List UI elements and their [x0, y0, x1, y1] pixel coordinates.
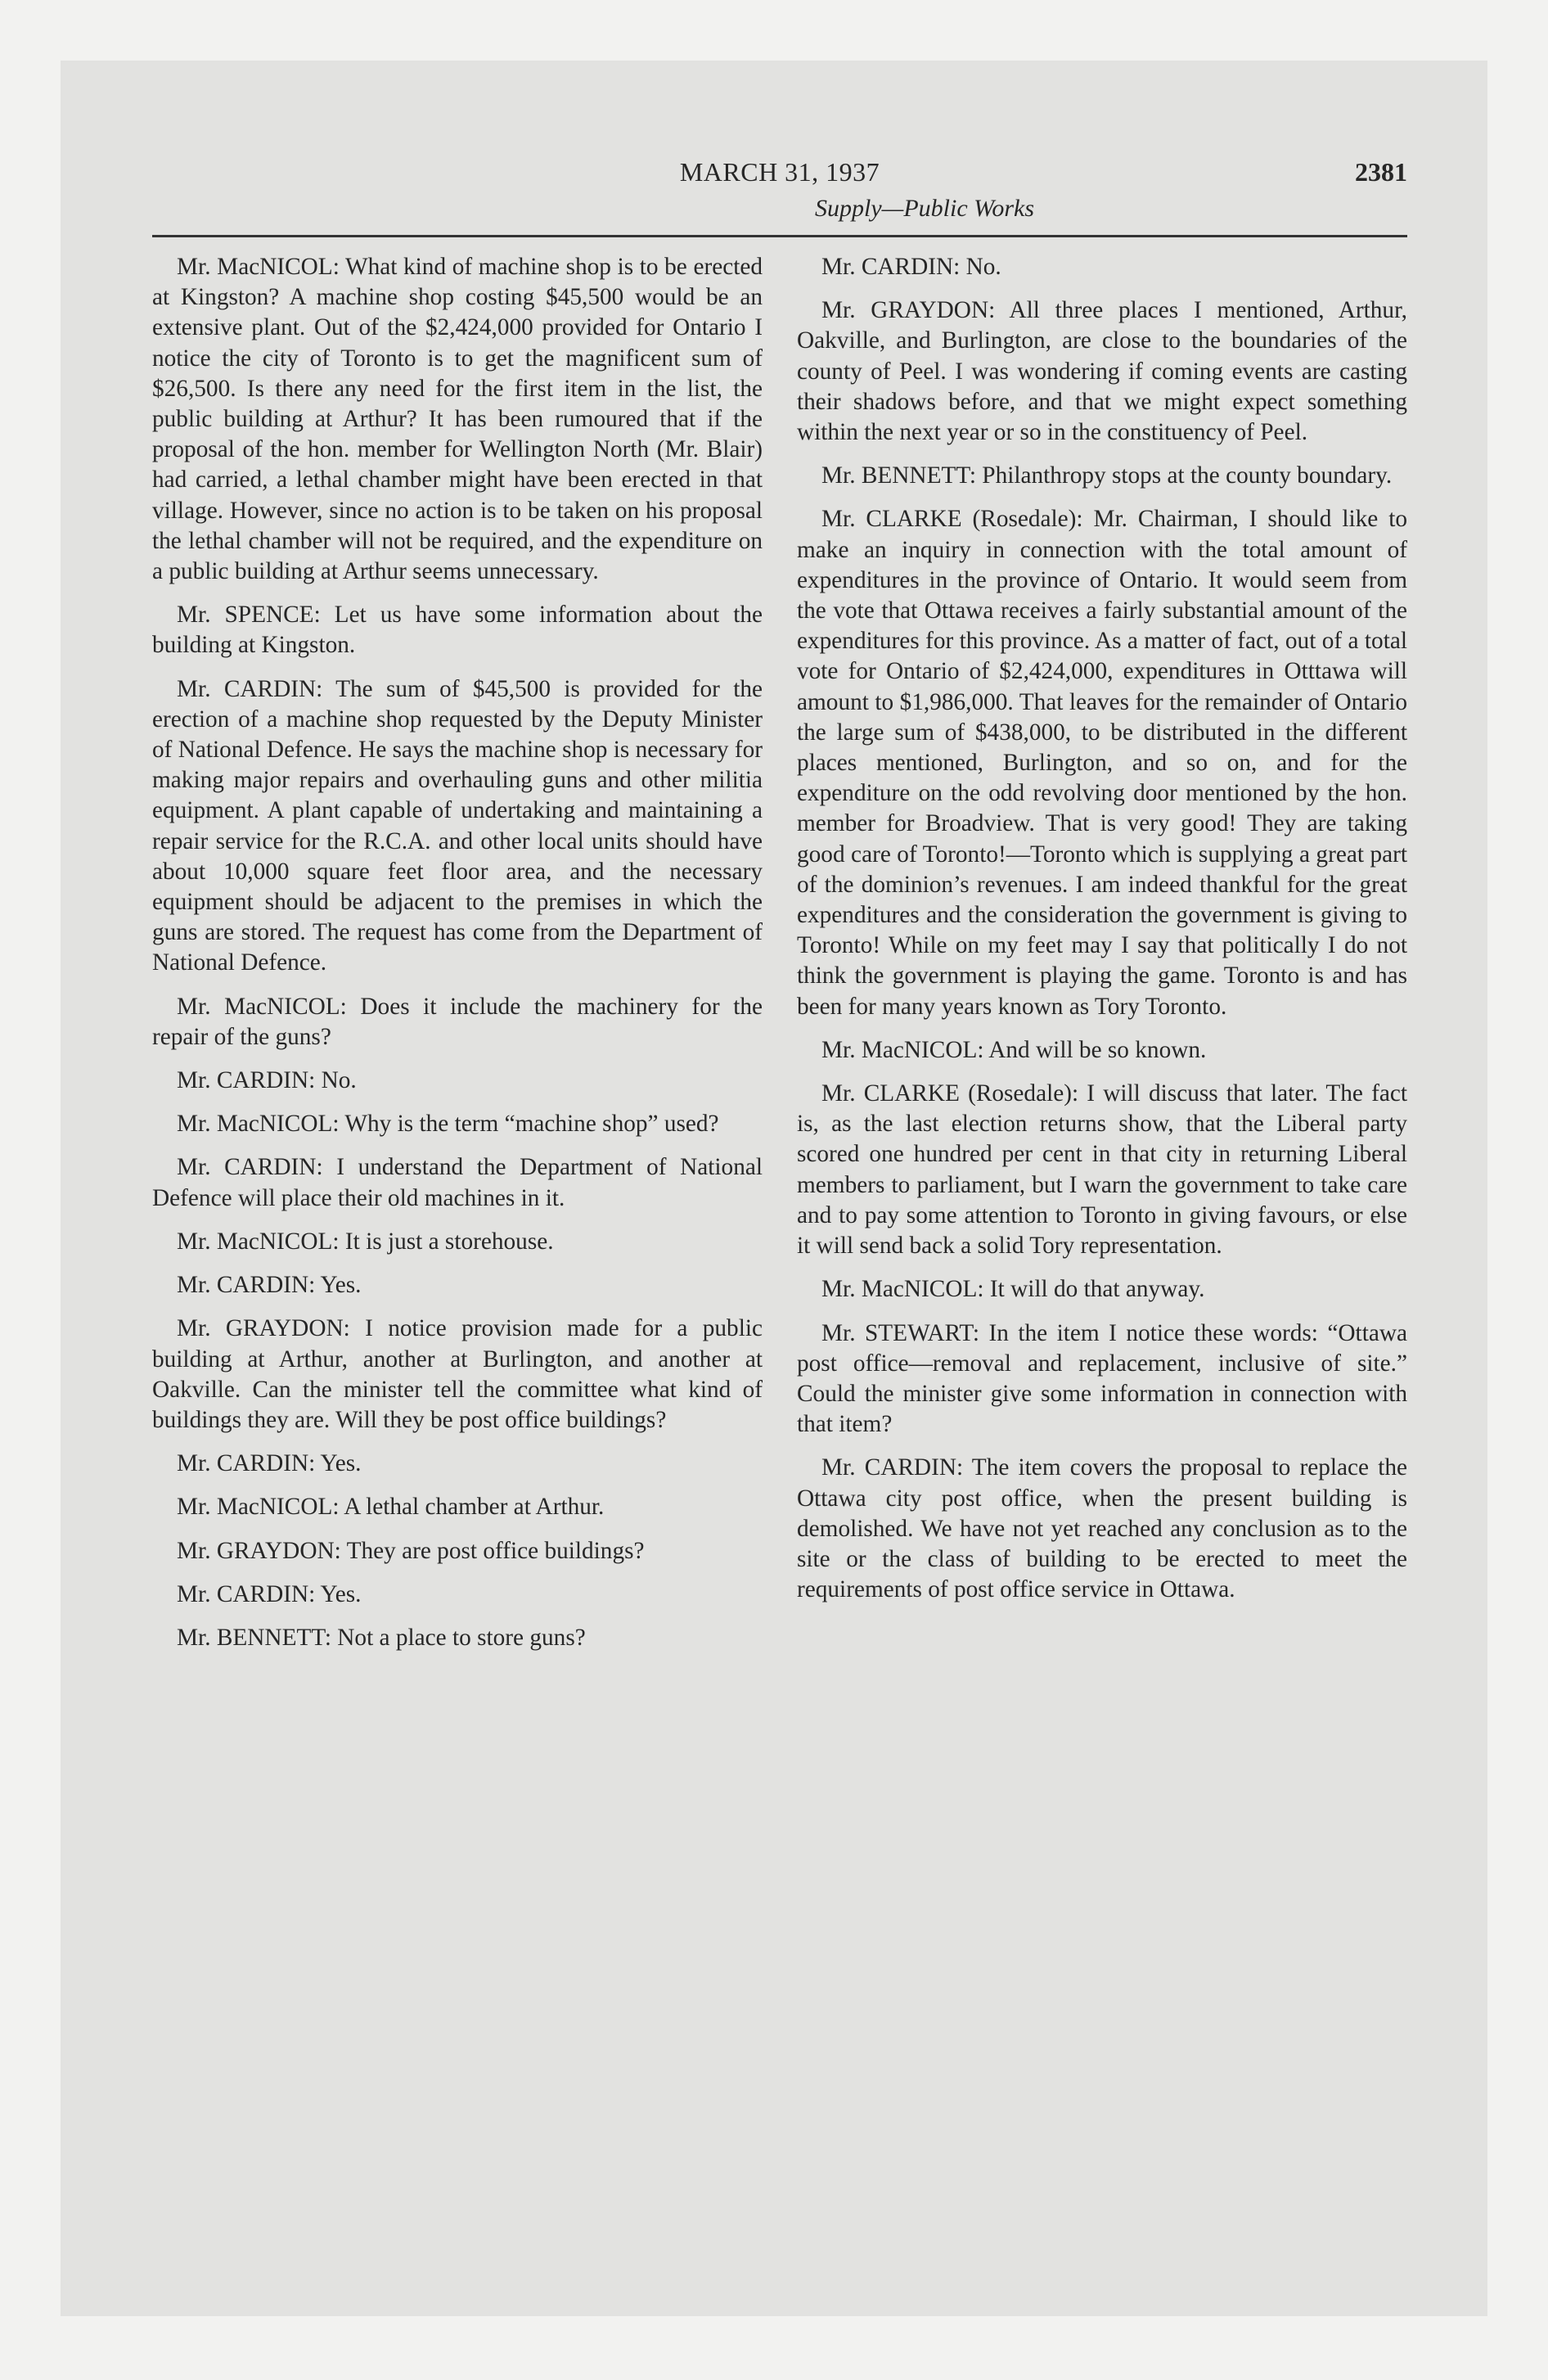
- paragraph: Mr. MacNICOL: Does it include the machinery for the repair of the guns?: [152, 993, 763, 1050]
- paragraph: Mr. STEWART: In the item I notice these words: “Ottawa post office—removal and replacement, inclusive of site.” Could the minister give some information in connection with that item?: [797, 1319, 1407, 1438]
- paragraph: Mr. MacNICOL: It will do that anyway.: [821, 1276, 1205, 1303]
- paragraph: Mr. MacNICOL: It is just a storehouse.: [177, 1228, 554, 1255]
- paragraph: Mr. GRAYDON: All three places I mentioned, Arthur, Oakville, and Burlington, are close to the boundaries of the county of Peel. I was wondering if coming events are casting their shadows before, and that we might expect something within the next year or so in the constituency of Peel.: [797, 297, 1407, 446]
- paragraph: Mr. CARDIN: Yes.: [177, 1272, 362, 1299]
- paragraph: Mr. CARDIN: Yes.: [177, 1580, 362, 1607]
- page-date: MARCH 31, 1937: [679, 157, 880, 187]
- page-number: 2381: [1355, 157, 1407, 187]
- paragraph: Mr. CARDIN: The item covers the proposal to replace the Ottawa city post office, when the present building is demolished. We have not yet reached any conclusion as to the site or the class of building to be erected to meet the requirements of post office service in Ottawa.: [797, 1454, 1407, 1603]
- paragraph: Mr. MacNICOL: Why is the term “machine shop” used?: [177, 1111, 719, 1138]
- header-rule: [152, 235, 1407, 237]
- paragraph: Mr. CARDIN: The sum of $45,500 is provided for the erection of a machine shop requested by the Deputy Minister of National Defence. He says the machine shop is necessary for making major repairs and overhauling guns and other militia equipment. A plant capable of undertaking and maintaining a repair service for the R.C.A. and other local units should have about 10,000 square feet floor area, and the necessary equipment should be adjacent to the premises in which the guns are stored. The request has come from the Department of National Defence.: [152, 675, 763, 976]
- paragraph: Mr. CARDIN: I understand the Department of National Defence will place their old machines in it.: [152, 1154, 763, 1211]
- right-column: [797, 252, 1407, 1618]
- paragraph: Mr. CARDIN: Yes.: [177, 1450, 362, 1477]
- running-head: Supply—Public Works: [815, 195, 1035, 222]
- paragraph: Mr. SPENCE: Let us have some information about the building at Kingston.: [152, 602, 763, 659]
- paragraph: Mr. CARDIN: No.: [821, 254, 1001, 280]
- paragraph: Mr. BENNETT: Philanthropy stops at the county boundary.: [821, 462, 1393, 489]
- paragraph: Mr. CARDIN: No.: [177, 1067, 357, 1094]
- paragraph: Mr. CLARKE (Rosedale): Mr. Chairman, I should like to make an inquiry in connection with the total amount of expenditures in the province of Ontario. It would seem from the vote that Ottawa receives a fairly substantial amount of the expenditures for this province. As a matter of fact, out of a total vote for Ontario of $2,424,000, expenditures in Otttawa will amount to $1,986,000. That leaves for the remainder of Ontario the large sum of $438,000, to be distributed in the different places mentioned, Burlington, and so on, and for the expenditure on the odd revolving door mentioned by the hon. member for Broadview. That is very good! They are taking good care of Toronto!—Toronto which is supplying a great part of the dominion’s revenues. I am indeed thankful for the great expenditures and the consideration the government is giving to Toronto! While on my feet may I say that politically I do not think the government is playing the game. Toronto is and has been for many years known as Tory Toronto.: [797, 506, 1407, 1020]
- paragraph: Mr. BENNETT: Not a place to store guns?: [177, 1624, 586, 1651]
- paragraph: Mr. GRAYDON: I notice provision made for a public building at Arthur, another at Burlington, and another at Oakville. Can the minister tell the committee what kind of buildings they are. Will they be post office buildings?: [152, 1315, 763, 1433]
- paragraph: Mr. MacNICOL: A lethal chamber at Arthur.: [177, 1494, 605, 1521]
- paragraph: Mr. CLARKE (Rosedale): I will discuss that later. The fact is, as the last election returns show, that the Liberal party scored one hundred per cent in that city in returning Liberal members to parliament, but I warn the government to take care and to pay some attention to Toronto in giving favours, or else it will send back a solid Tory representation.: [797, 1080, 1407, 1260]
- paragraph: Mr. GRAYDON: They are post office buildings?: [177, 1537, 645, 1564]
- paragraph: Mr. MacNICOL: What kind of machine shop is to be erected at Kingston? A machine shop costing $45,500 would be an extensive plant. Out of the $2,424,000 provided for Ontario I notice the city of Toronto is to get the magnificent sum of $26,500. Is there any need for the first item in the list, the public building at Arthur? It has been rumoured that if the proposal of the hon. member for Wellington North (Mr. Blair) had carried, a lethal chamber might have been erected in that village. However, since no action is to be taken on his proposal the lethal chamber will not be required, and the expenditure on a public building at Arthur seems unnecessary.: [152, 254, 763, 585]
- page-header: [152, 154, 1407, 236]
- paragraph: Mr. MacNICOL: And will be so known.: [821, 1036, 1207, 1063]
- left-column: [152, 252, 763, 1666]
